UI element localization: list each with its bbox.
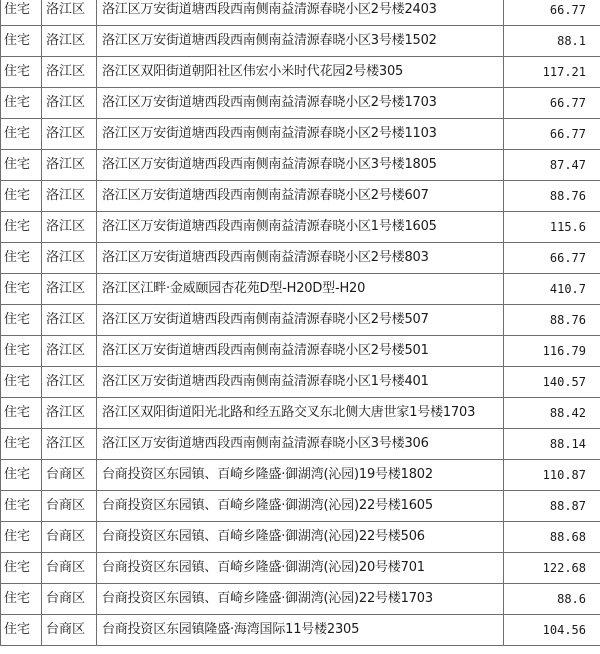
district-cell: 台商区 (42, 460, 97, 491)
type-cell: 住宅 (1, 460, 42, 491)
district-cell: 洛江区 (42, 212, 97, 243)
type-cell: 住宅 (1, 615, 42, 646)
address-cell: 洛江区万安街道塘西段西南侧南益清源春晓小区2号楼607 (97, 181, 504, 212)
district-cell: 洛江区 (42, 398, 97, 429)
area-cell: 87.47 (504, 150, 600, 181)
type-cell: 住宅 (1, 522, 42, 553)
address-cell: 台商投资区东园镇、百崎乡隆盛·御湖湾(沁园)19号楼1802 (97, 460, 504, 491)
type-cell: 住宅 (1, 274, 42, 305)
district-cell: 洛江区 (42, 88, 97, 119)
type-cell: 住宅 (1, 367, 42, 398)
area-cell: 140.57 (504, 367, 600, 398)
table-row (1, 429, 600, 460)
area-cell: 104.56 (504, 615, 600, 646)
type-cell: 住宅 (1, 553, 42, 584)
area-cell: 88.6 (504, 584, 600, 615)
address-cell: 洛江区万安街道塘西段西南侧南益清源春晓小区1号楼1605 (97, 212, 504, 243)
area-cell: 88.1 (504, 26, 600, 57)
type-cell: 住宅 (1, 243, 42, 274)
area-cell: 88.68 (504, 522, 600, 553)
address-cell: 洛江区万安街道塘西段西南侧南益清源春晓小区2号楼501 (97, 336, 504, 367)
address-cell: 洛江区万安街道塘西段西南侧南益清源春晓小区2号楼1103 (97, 119, 504, 150)
type-cell: 住宅 (1, 57, 42, 88)
table-row (1, 88, 600, 119)
address-cell: 洛江区万安街道塘西段西南侧南益清源春晓小区3号楼306 (97, 429, 504, 460)
table-row (1, 615, 600, 646)
district-cell: 洛江区 (42, 57, 97, 88)
table-row (1, 181, 600, 212)
address-cell: 台商投资区东园镇、百崎乡隆盛·御湖湾(沁园)22号楼1605 (97, 491, 504, 522)
address-cell: 洛江区万安街道塘西段西南侧南益清源春晓小区3号楼1805 (97, 150, 504, 181)
area-cell: 66.77 (504, 88, 600, 119)
table-row (1, 336, 600, 367)
district-cell: 洛江区 (42, 119, 97, 150)
type-cell: 住宅 (1, 305, 42, 336)
type-cell: 住宅 (1, 398, 42, 429)
district-cell: 台商区 (42, 491, 97, 522)
table-row (1, 274, 600, 305)
address-cell: 台商投资区东园镇隆盛·海湾国际11号楼2305 (97, 615, 504, 646)
type-cell: 住宅 (1, 336, 42, 367)
district-cell: 洛江区 (42, 305, 97, 336)
table-row (1, 491, 600, 522)
table-row (1, 150, 600, 181)
address-cell: 洛江区万安街道塘西段西南侧南益清源春晓小区2号楼803 (97, 243, 504, 274)
type-cell: 住宅 (1, 491, 42, 522)
district-cell: 洛江区 (42, 429, 97, 460)
table-row (1, 26, 600, 57)
table-row (1, 243, 600, 274)
district-cell: 台商区 (42, 522, 97, 553)
address-cell: 台商投资区东园镇、百崎乡隆盛·御湖湾(沁园)20号楼701 (97, 553, 504, 584)
type-cell: 住宅 (1, 584, 42, 615)
area-cell: 122.68 (504, 553, 600, 584)
area-cell: 110.87 (504, 460, 600, 491)
district-cell: 台商区 (42, 553, 97, 584)
table-row (1, 522, 600, 553)
district-cell: 台商区 (42, 584, 97, 615)
table-row (1, 305, 600, 336)
type-cell: 住宅 (1, 119, 42, 150)
district-cell: 洛江区 (42, 181, 97, 212)
area-cell: 88.42 (504, 398, 600, 429)
area-cell: 117.21 (504, 57, 600, 88)
area-cell: 410.7 (504, 274, 600, 305)
table-row (1, 119, 600, 150)
district-cell: 洛江区 (42, 274, 97, 305)
type-cell: 住宅 (1, 181, 42, 212)
table-row (1, 584, 600, 615)
address-cell: 洛江区双阳街道阳光北路和经五路交叉东北侧大唐世家1号楼1703 (97, 398, 504, 429)
type-cell: 住宅 (1, 150, 42, 181)
area-cell: 88.76 (504, 305, 600, 336)
type-cell: 住宅 (1, 429, 42, 460)
area-cell: 66.77 (504, 119, 600, 150)
area-cell: 88.14 (504, 429, 600, 460)
address-cell: 洛江区双阳街道朝阳社区伟宏小米时代花园2号楼305 (97, 57, 504, 88)
district-cell: 洛江区 (42, 0, 97, 26)
area-cell: 66.77 (504, 243, 600, 274)
table-row (1, 0, 600, 26)
area-cell: 88.76 (504, 181, 600, 212)
table-row (1, 212, 600, 243)
area-cell: 115.6 (504, 212, 600, 243)
area-cell: 116.79 (504, 336, 600, 367)
district-cell: 洛江区 (42, 367, 97, 398)
type-cell: 住宅 (1, 88, 42, 119)
table-row (1, 553, 600, 584)
address-cell: 台商投资区东园镇、百崎乡隆盛·御湖湾(沁园)22号楼1703 (97, 584, 504, 615)
area-cell: 66.77 (504, 0, 600, 26)
table-row (1, 57, 600, 88)
address-cell: 洛江区万安街道塘西段西南侧南益清源春晓小区1号楼401 (97, 367, 504, 398)
district-cell: 洛江区 (42, 336, 97, 367)
address-cell: 洛江区江畔·金威颐园杏花苑D型-H20D型-H20 (97, 274, 504, 305)
district-cell: 洛江区 (42, 26, 97, 57)
district-cell: 台商区 (42, 615, 97, 646)
address-cell: 洛江区万安街道塘西段西南侧南益清源春晓小区2号楼507 (97, 305, 504, 336)
table-row (1, 367, 600, 398)
address-cell: 洛江区万安街道塘西段西南侧南益清源春晓小区2号楼1703 (97, 88, 504, 119)
district-cell: 洛江区 (42, 243, 97, 274)
table-row (1, 398, 600, 429)
type-cell: 住宅 (1, 0, 42, 26)
district-cell: 洛江区 (42, 150, 97, 181)
area-cell: 88.87 (504, 491, 600, 522)
table-row (1, 460, 600, 491)
type-cell: 住宅 (1, 26, 42, 57)
address-cell: 洛江区万安街道塘西段西南侧南益清源春晓小区2号楼2403 (97, 0, 504, 26)
address-cell: 台商投资区东园镇、百崎乡隆盛·御湖湾(沁园)22号楼506 (97, 522, 504, 553)
address-cell: 洛江区万安街道塘西段西南侧南益清源春晓小区3号楼1502 (97, 26, 504, 57)
property-table-body (1, 0, 600, 646)
type-cell: 住宅 (1, 212, 42, 243)
